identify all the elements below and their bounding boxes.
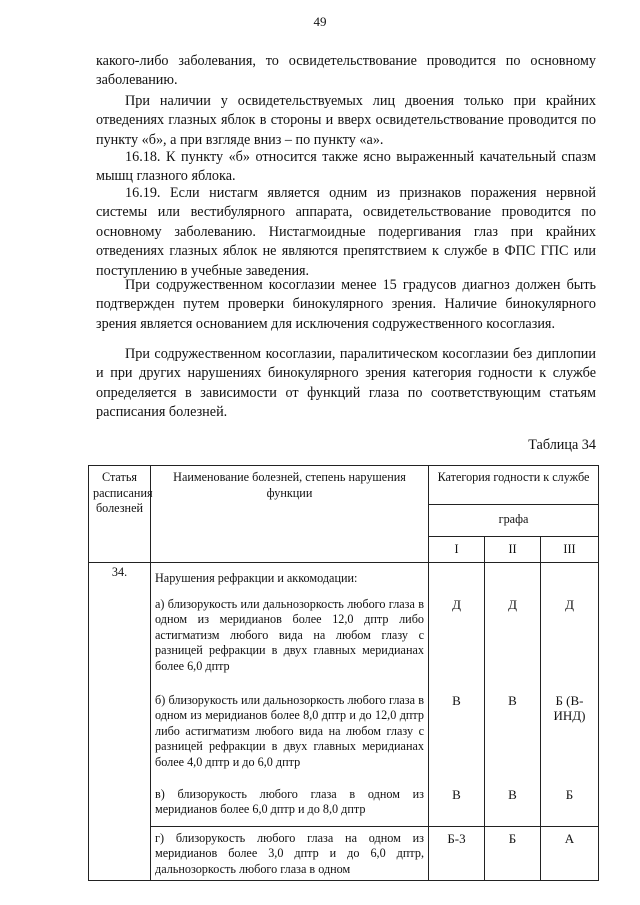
paragraph-6	[96, 345, 596, 423]
table-row	[89, 826, 599, 880]
row-d-description: г) близорукость любого глаза на одном из меридианов более 3,0 дптр и до 6,0 дптр, дальнозоркость любого глаза в одном	[155, 830, 424, 876]
header-row	[89, 466, 599, 505]
table-row	[89, 785, 599, 827]
row-b-cat-2: В	[485, 691, 541, 785]
paragraph-text: При наличии у освидетельствуемых лиц двоения только при крайних отведениях глазных яблок в стороны и вверх освидетельствование проводится по пункту «б», а при взгляде вниз – по пункту «а».	[96, 93, 596, 148]
table-caption: Таблица 34	[528, 437, 596, 453]
article-number: 34.	[89, 563, 151, 881]
paragraph-3	[96, 148, 596, 187]
header-column-group: графа	[429, 505, 599, 537]
schedule-table	[88, 465, 599, 881]
paragraph-text: При содружественном косоглазии, паралитическом косоглазии без диплопии и при других нарушениях бинокулярного зрения категория годности к службе определяется в зависимости от функций глаза по соответствующим статьям расписания болезней.	[96, 346, 596, 421]
section-title: Нарушения рефракции и аккомодации:	[155, 571, 358, 585]
row-a-cat-2: Д	[485, 563, 541, 691]
row-b-cell	[151, 691, 429, 785]
header-column-ii: II	[485, 537, 541, 563]
table-row	[89, 691, 599, 785]
header-column-iii: III	[541, 537, 599, 563]
row-d-cat-2: Б	[485, 826, 541, 880]
row-c-description: в) близорукость любого глаза в одном из меридианов более 6,0 дптр и до 8,0 дптр	[155, 786, 424, 817]
row-a-description: а) близорукость или дальнозоркость любого глаза в одном из меридианов более 12,0 дптр либо астигматизм любого вида на любом глазу с разницей рефракции в двух главных меридианах более 6,0 дптр	[155, 596, 424, 673]
row-d-cell	[151, 826, 429, 880]
header-category: Категория годности к службе	[429, 466, 599, 505]
paragraph-text: При содружественном косоглазии менее 15 градусов диагноз должен быть подтвержден путем проверки бинокулярного зрения. Наличие бинокулярного зрения является основанием для исключения содружественного косоглазия.	[96, 277, 596, 332]
row-c-cat-3: Б	[541, 785, 599, 827]
row-d-cat-3: А	[541, 826, 599, 880]
paragraph-4	[96, 184, 596, 281]
header-column-i: I	[429, 537, 485, 563]
page-number: 49	[313, 14, 327, 29]
header-disease: Наименование болезней, степень нарушения функции	[151, 466, 429, 563]
paragraph-5	[96, 276, 596, 334]
paragraph-2	[96, 92, 596, 150]
row-b-cat-3: Б (В-ИНД)	[541, 691, 599, 785]
row-a-cat-1: Д	[429, 563, 485, 691]
paragraph-1	[96, 52, 596, 91]
row-a-cell	[151, 563, 429, 691]
table-row	[89, 563, 599, 691]
paragraph-text: 16.19. Если нистагм является одним из признаков поражения нервной системы или вестибулярного аппарата, освидетельствование проводится по основному заболеванию. Нистагмоидные подергивания глаз при крайних отведениях глазных яблок не являются препятствием к службе в ФПС ГПС или поступлению в учебные заведения.	[96, 185, 596, 279]
row-d-cat-1: Б-3	[429, 826, 485, 880]
row-c-cat-1: В	[429, 785, 485, 827]
paragraph-text: какого-либо заболевания, то освидетельствование проводится по основному заболеванию.	[96, 53, 596, 89]
paragraph-text: 16.18. К пункту «б» относится также ясно выраженный качательный спазм мышц глазного яблока.	[96, 149, 596, 185]
row-b-description: б) близорукость или дальнозоркость любого глаза в одном из меридианов более 8,0 дптр и до 12,0 дптр либо астигматизм любого вида на любом глазу с разницей рефракции в двух главных меридианах более 4,0 дптр и до 6,0 дптр	[155, 692, 424, 769]
row-c-cat-2: В	[485, 785, 541, 827]
row-b-cat-1: В	[429, 691, 485, 785]
row-a-cat-3: Д	[541, 563, 599, 691]
header-article: Статья расписания болезней	[89, 466, 151, 563]
row-c-cell	[151, 785, 429, 827]
